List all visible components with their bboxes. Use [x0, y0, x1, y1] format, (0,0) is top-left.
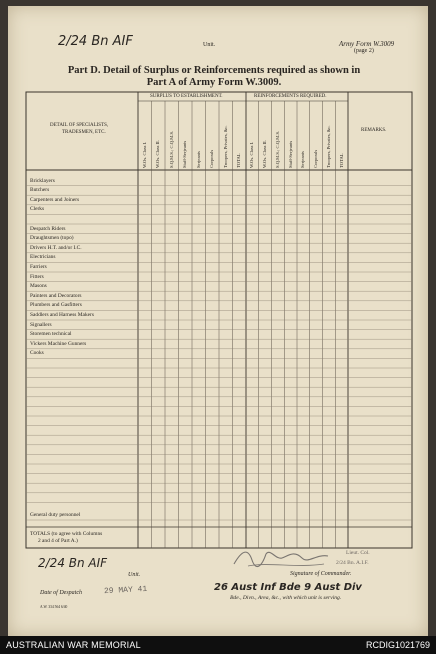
form-reference: Army Form W.3009: [339, 40, 395, 48]
first-col-header-2: TRADESMEN, ETC.: [62, 130, 106, 135]
print-reference: A.W. 334 564 6/40: [40, 605, 68, 609]
general-duty-label: General duty personnel: [30, 512, 81, 518]
remarks-header: REMARKS.: [361, 128, 387, 133]
date-label: Date of Despatch: [40, 590, 82, 596]
totals-label-1: TOTALS (to agree with Columns: [30, 531, 103, 537]
table-row-label: Fitters: [30, 273, 44, 280]
archive-name: AUSTRALIAN WAR MEMORIAL: [6, 640, 141, 650]
reinf-col-header: Corporals: [313, 149, 319, 168]
table-row-label: Signallers: [30, 321, 52, 328]
table-row-label: Draughtsmen (topo): [30, 235, 74, 242]
unit-handwritten: 2/24 Bn AIF: [58, 34, 133, 49]
table-row-label: Bricklayers: [30, 177, 55, 184]
surplus-col-header: Serjeants: [195, 151, 201, 168]
formation-handwritten: 26 Aust Inf Bde 9 Aust Div: [214, 582, 362, 593]
archive-footer: [0, 636, 436, 654]
date-stamp: 29 MAY 41: [103, 584, 148, 597]
signature-label: Signature of Commander.: [290, 571, 352, 577]
table-row-label: Storemen technical: [30, 331, 72, 338]
totals-label-2: 2 and 4 of Part A.): [38, 538, 78, 544]
surplus-col-header: Staff-Serjeants: [182, 140, 188, 168]
form-title-line2: Part A of Army Form W.3009.: [146, 77, 282, 88]
commander-signature: [228, 546, 338, 572]
table-row-label: Vickers Machine Gunners: [30, 340, 87, 347]
table-row-label: Cooks: [30, 350, 44, 357]
reinf-col-header: S.Q.M.S.; C.Q.M.S.: [274, 130, 280, 168]
table-row-label: Clerks: [30, 206, 45, 213]
reinf-col-header: W.Os. Class I.: [249, 141, 255, 168]
reinf-col-header: Troopers, Privates, &c.: [325, 125, 331, 168]
surplus-col-header: S.Q.M.S.; C.Q.M.S.: [168, 130, 174, 168]
archive-id: RCDIG1021769: [365, 640, 430, 650]
surplus-col-header: Troopers, Privates, &c.: [222, 125, 228, 168]
table-row-label: Butchers: [30, 187, 50, 194]
reinf-col-header: TOTAL: [338, 153, 344, 168]
table-row-label: Plumbers and Gasfitters: [30, 302, 82, 309]
reinf-col-header: W.Os. Class II.: [262, 140, 268, 168]
table-row-label: Carpenters and Joiners: [30, 196, 80, 203]
table-row-label: Electricians: [30, 254, 56, 261]
page-reference: (page 2): [354, 48, 374, 54]
surplus-col-header: TOTAL: [236, 153, 242, 168]
unit-label: Unit.: [203, 42, 216, 48]
surplus-col-header: W.Os. Class II.: [155, 140, 161, 168]
table-row-label: Saddlers and Harness Makers: [30, 311, 94, 318]
form-title-line1: Part D. Detail of Surplus or Reinforcements required as shown in: [67, 65, 361, 76]
table-row-label: Despatch Riders: [30, 225, 66, 232]
table-row-label: Farriers: [30, 263, 47, 270]
table-row-label: Drivers H.T. and/or I.C.: [30, 244, 82, 251]
footer-unit-handwritten: 2/24 Bn AIF: [38, 556, 108, 570]
reinf-col-header: Staff-Serjeants: [287, 140, 293, 168]
surplus-col-header: Corporals: [209, 149, 215, 168]
surplus-col-header: W.Os. Class I.: [141, 141, 147, 168]
table-row-label: Painters and Decorators: [30, 292, 82, 299]
first-col-header-1: DETAIL OF SPECIALISTS,: [50, 123, 109, 128]
signature-unit: 2/24 Bn. A.I.F.: [336, 560, 369, 566]
formation-label: Bde., Divn., Area, &c., with which unit is serving.: [230, 595, 342, 601]
reinforcements-header: REINFORCEMENTS REQUIRED.: [254, 94, 327, 99]
footer-unit-label: Unit.: [128, 572, 141, 578]
signature-rank: Lieut. Col.: [346, 550, 370, 556]
reinf-col-header: Serjeants: [300, 151, 306, 168]
table-row-label: Masons: [30, 283, 47, 290]
surplus-header: SURPLUS TO ESTABLISHMENT.: [150, 94, 223, 99]
